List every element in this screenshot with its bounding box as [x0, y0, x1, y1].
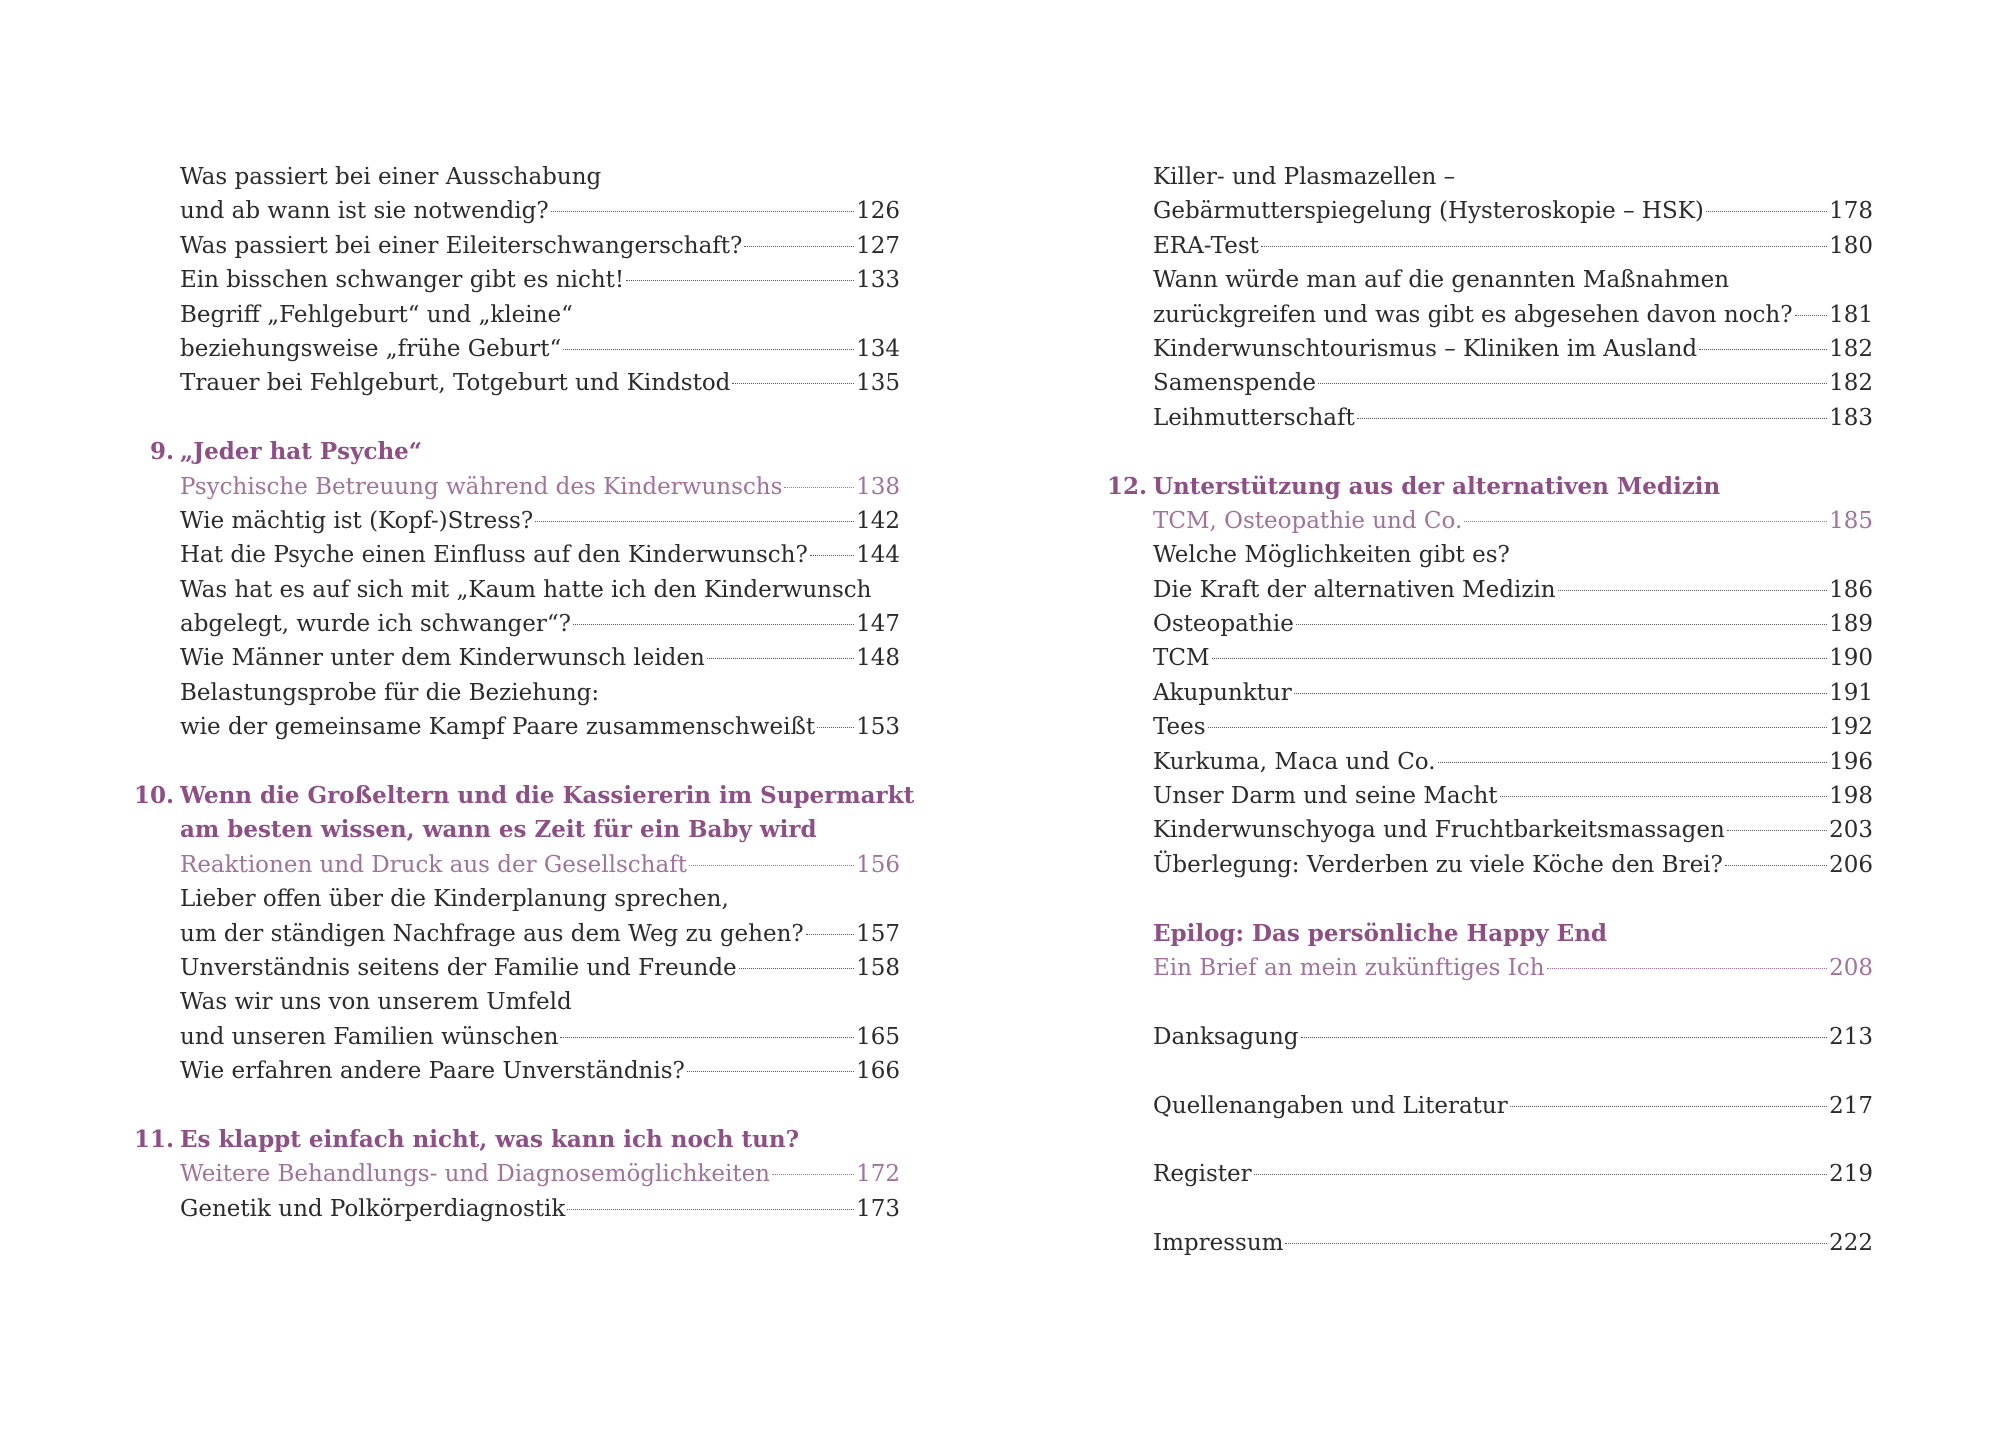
toc-entry — [1113, 710, 1873, 744]
entry-row — [1153, 194, 1873, 228]
chapter-title: am besten wissen, wann es Zeit für ein Baby wird — [180, 816, 817, 844]
toc-entry — [1113, 641, 1873, 675]
dot-leader — [1699, 349, 1827, 350]
entry-title: beziehungsweise „frühe Geburt“ — [180, 335, 562, 362]
page-number: 181 — [1829, 301, 1873, 328]
toc-entry — [1113, 1157, 1873, 1191]
entry-row — [1153, 366, 1873, 400]
page-number: 127 — [856, 232, 900, 259]
entry-row — [1153, 1089, 1873, 1123]
entry-title: Trauer bei Fehlgeburt, Totgeburt und Kindstod — [180, 370, 731, 397]
entry-row — [180, 504, 900, 538]
dot-leader — [817, 727, 854, 728]
page-number: 206 — [1829, 851, 1873, 878]
entry-row — [180, 848, 900, 882]
entry-title: Impressum — [1153, 1230, 1284, 1257]
dot-leader — [1285, 1243, 1827, 1244]
entry-title: Unverständnis seitens der Familie und Freunde — [180, 954, 737, 981]
toc-entry — [140, 1192, 900, 1226]
dot-leader — [1261, 246, 1827, 247]
entry-row — [180, 1020, 900, 1054]
toc-entry-line — [140, 676, 900, 710]
entry-title: Kurkuma, Maca und Co. — [1153, 748, 1436, 775]
toc-entry — [1113, 1226, 1873, 1260]
toc-entry — [140, 194, 900, 228]
dot-leader — [806, 934, 854, 935]
page-number: 166 — [856, 1058, 900, 1085]
toc-entry — [140, 641, 900, 675]
entry-title: Gebärmutterspiegelung (Hysteroskopie – HSK) — [1153, 198, 1704, 225]
toc-chapter-subtitle — [140, 848, 900, 882]
dot-leader — [1706, 211, 1827, 212]
entry-title: Reaktionen und Druck aus der Gesellschaft — [180, 851, 687, 878]
entry-row — [1153, 676, 1873, 710]
toc-entry — [1113, 332, 1873, 366]
dot-leader — [1212, 658, 1828, 659]
entry-title: Killer- und Plasmazellen – — [1153, 164, 1456, 190]
toc-entry — [140, 263, 900, 297]
dot-leader — [567, 1209, 854, 1210]
entry-title: zurückgreifen und was gibt es abgesehen davon noch? — [1153, 301, 1793, 328]
entry-row — [1153, 951, 1873, 985]
chapter-number: 10. — [133, 782, 174, 810]
toc-chapter-subtitle — [140, 1157, 900, 1191]
dot-leader — [573, 624, 854, 625]
dot-leader — [1725, 865, 1827, 866]
toc-spacer — [1113, 1123, 1873, 1157]
dot-leader — [772, 1174, 854, 1175]
entry-row — [1153, 332, 1873, 366]
page-number: 158 — [856, 954, 900, 981]
dot-leader — [687, 1071, 854, 1072]
entry-title: und unseren Familien wünschen — [180, 1023, 559, 1050]
page-number: 157 — [856, 920, 900, 947]
entry-row — [1153, 573, 1873, 607]
entry-row — [180, 263, 900, 297]
toc-spacer — [1113, 1054, 1873, 1088]
entry-title: und ab wann ist sie notwendig? — [180, 198, 549, 225]
page-number: 182 — [1829, 370, 1873, 397]
entry-row — [1153, 745, 1873, 779]
entry-row — [180, 917, 900, 951]
chapter-title: Epilog: Das persönliche Happy End — [1153, 919, 1608, 947]
page-number: 133 — [856, 267, 900, 294]
dot-leader — [1438, 762, 1828, 763]
toc-entry — [1113, 813, 1873, 847]
toc-entry — [1113, 607, 1873, 641]
page-number: 222 — [1829, 1230, 1873, 1257]
entry-title: Unser Darm und seine Macht — [1153, 783, 1498, 810]
page-number: 191 — [1829, 679, 1873, 706]
entry-title: Danksagung — [1153, 1023, 1299, 1050]
page-number: 196 — [1829, 748, 1873, 775]
page-number: 198 — [1829, 783, 1873, 810]
toc-entry — [1113, 366, 1873, 400]
entry-title: TCM — [1153, 645, 1210, 672]
dot-leader — [1294, 693, 1827, 694]
toc-entry — [140, 504, 900, 538]
dot-leader — [1510, 1106, 1827, 1107]
entry-row — [180, 1192, 900, 1226]
toc-spacer — [140, 745, 900, 779]
page-number: 190 — [1829, 645, 1873, 672]
entry-title: Akupunktur — [1153, 679, 1292, 706]
toc-entry — [140, 710, 900, 744]
entry-row — [180, 1054, 900, 1088]
entry-title: Genetik und Polkörperdiagnostik — [180, 1195, 566, 1222]
entry-title: Ein Brief an mein zukünftiges Ich — [1153, 954, 1545, 981]
entry-title: Ein bisschen schwanger gibt es nicht! — [180, 267, 625, 294]
toc-entry — [1113, 676, 1873, 710]
toc-spacer — [140, 401, 900, 435]
page-number: 173 — [856, 1195, 900, 1222]
entry-title: Wie erfahren andere Paare Unverständnis? — [180, 1058, 685, 1085]
entry-title: Was wir uns von unserem Umfeld — [180, 989, 572, 1016]
dot-leader — [744, 246, 854, 247]
toc-entry-line — [140, 985, 900, 1019]
dot-leader — [810, 555, 854, 556]
page-number: 134 — [856, 335, 900, 362]
entry-row — [1153, 607, 1873, 641]
toc-chapter-heading — [140, 813, 900, 847]
entry-row — [1153, 1157, 1873, 1191]
entry-title: Tees — [1153, 714, 1206, 741]
page-number: 208 — [1829, 954, 1873, 981]
toc-spacer — [1113, 1192, 1873, 1226]
entry-row — [180, 607, 900, 641]
dot-leader — [707, 658, 854, 659]
entry-title: Kinderwunschtourismus – Kliniken im Ausland — [1153, 335, 1698, 362]
page-number: 217 — [1829, 1092, 1873, 1119]
page-number: 185 — [1829, 507, 1873, 534]
dot-leader — [1795, 315, 1828, 316]
entry-title: Wann würde man auf die genannten Maßnahmen — [1153, 267, 1730, 294]
entry-title: Die Kraft der alternativen Medizin — [1153, 576, 1556, 603]
toc-entry-line — [140, 882, 900, 916]
entry-title: Welche Möglichkeiten gibt es? — [1153, 542, 1510, 569]
toc-chapter-subtitle — [1113, 504, 1873, 538]
entry-row — [180, 332, 900, 366]
chapter-title: Wenn die Großeltern und die Kassiererin im Supermarkt — [180, 782, 915, 810]
entry-row — [1153, 1226, 1873, 1260]
entry-row — [180, 538, 900, 572]
page-number: 135 — [856, 370, 900, 397]
entry-row — [1153, 298, 1873, 332]
page-number: 144 — [856, 542, 900, 569]
page-number: 148 — [856, 645, 900, 672]
entry-title: Wie Männer unter dem Kinderwunsch leiden — [180, 645, 705, 672]
dot-leader — [1301, 1037, 1828, 1038]
page-number: 219 — [1829, 1161, 1873, 1188]
chapter-title: Unterstützung aus der alternativen Medizin — [1153, 472, 1721, 500]
dot-leader — [535, 521, 854, 522]
dot-leader — [732, 383, 854, 384]
toc-entry-line — [140, 573, 900, 607]
entry-title: Wie mächtig ist (Kopf-)Stress? — [180, 507, 534, 534]
entry-row — [180, 641, 900, 675]
page-number: 178 — [1829, 198, 1873, 225]
entry-title: Überlegung: Verderben zu viele Köche den Brei? — [1153, 851, 1723, 878]
toc-entry — [1113, 401, 1873, 435]
page-number: 172 — [856, 1161, 900, 1188]
page-number: 142 — [856, 507, 900, 534]
page-number: 156 — [856, 851, 900, 878]
chapter-number: 12. — [1106, 472, 1147, 500]
entry-title: Osteopathie — [1153, 611, 1294, 638]
entry-title: Was hat es auf sich mit „Kaum hatte ich den Kinderwunsch — [180, 576, 872, 603]
dot-leader — [689, 865, 854, 866]
toc-chapter-heading — [1113, 917, 1873, 951]
entry-row — [1153, 779, 1873, 813]
page-number: 165 — [856, 1023, 900, 1050]
dot-leader — [784, 487, 854, 488]
entry-title: Lieber offen über die Kinderplanung sprechen, — [180, 886, 729, 913]
toc-entry — [1113, 194, 1873, 228]
toc-spacer — [140, 1089, 900, 1123]
entry-title: abgelegt, wurde ich schwanger“? — [180, 611, 571, 638]
dot-leader — [1318, 383, 1827, 384]
page-number: 213 — [1829, 1023, 1873, 1050]
toc-right-column — [1106, 160, 1873, 1261]
dot-leader — [1727, 830, 1827, 831]
dot-leader — [739, 968, 854, 969]
entry-row — [1153, 401, 1873, 435]
entry-title: um der ständigen Nachfrage aus dem Weg zu gehen? — [180, 920, 804, 947]
entry-title: Begriff „Fehlgeburt“ und „kleine“ — [180, 301, 573, 328]
dot-leader — [1296, 624, 1827, 625]
entry-title: Quellenangaben und Literatur — [1153, 1092, 1508, 1119]
toc-entry-line — [1113, 263, 1873, 297]
page-number: 147 — [856, 611, 900, 638]
entry-title: Psychische Betreuung während des Kinderwunschs — [180, 473, 783, 500]
toc-entry — [140, 229, 900, 263]
entry-row — [180, 470, 900, 504]
page-number: 192 — [1829, 714, 1873, 741]
entry-row — [1153, 1020, 1873, 1054]
dot-leader — [560, 1037, 854, 1038]
entry-row — [180, 951, 900, 985]
page-number: 126 — [856, 198, 900, 225]
toc-chapter-heading — [133, 1123, 900, 1157]
page-number: 153 — [856, 714, 900, 741]
entry-row — [1153, 641, 1873, 675]
toc-chapter-heading — [140, 435, 900, 469]
entry-title: Hat die Psyche einen Einfluss auf den Kinderwunsch? — [180, 542, 808, 569]
toc-entry — [1113, 229, 1873, 263]
entry-title: Belastungsprobe für die Beziehung: — [180, 679, 600, 706]
toc-entry — [1113, 848, 1873, 882]
toc-entry — [1113, 573, 1873, 607]
entry-title: ERA-Test — [1153, 232, 1259, 259]
dot-leader — [626, 280, 854, 281]
dot-leader — [1464, 521, 1827, 522]
entry-row — [180, 194, 900, 228]
toc-spacer — [1113, 435, 1873, 469]
toc-entry — [140, 538, 900, 572]
entry-row — [180, 1157, 900, 1191]
toc-entry — [140, 951, 900, 985]
toc-entry-line — [140, 160, 900, 194]
chapter-number: 9. — [149, 438, 174, 466]
toc-entry-line — [140, 298, 900, 332]
dot-leader — [563, 349, 854, 350]
entry-title: Register — [1153, 1161, 1252, 1188]
page-number: 138 — [856, 473, 900, 500]
page-number: 182 — [1829, 335, 1873, 362]
toc-entry — [1113, 1020, 1873, 1054]
toc-entry — [140, 1020, 900, 1054]
entry-row — [1153, 848, 1873, 882]
page-number: 203 — [1829, 817, 1873, 844]
dot-leader — [1208, 727, 1828, 728]
toc-spacer — [1113, 882, 1873, 916]
toc-entry — [140, 366, 900, 400]
entry-row — [1153, 504, 1873, 538]
toc-entry-line — [1113, 160, 1873, 194]
entry-title: TCM, Osteopathie und Co. — [1153, 507, 1463, 534]
dot-leader — [551, 211, 854, 212]
entry-title: wie der gemeinsame Kampf Paare zusammenschweißt — [180, 714, 816, 741]
toc-entry-line — [1113, 538, 1873, 572]
dot-leader — [1558, 590, 1827, 591]
dot-leader — [1254, 1174, 1827, 1175]
page-number: 186 — [1829, 576, 1873, 603]
entry-row — [1153, 813, 1873, 847]
entry-row — [1153, 229, 1873, 263]
entry-title: Samenspende — [1153, 370, 1316, 397]
entry-title: Kinderwunschyoga und Fruchtbarkeitsmassagen — [1153, 817, 1725, 844]
toc-entry — [140, 917, 900, 951]
chapter-title: „Jeder hat Psyche“ — [180, 438, 423, 466]
entry-row — [180, 229, 900, 263]
entry-title: Leihmutterschaft — [1153, 404, 1355, 431]
toc-entry — [1113, 745, 1873, 779]
entry-title: Weitere Behandlungs- und Diagnosemöglichkeiten — [180, 1161, 770, 1188]
toc-entry — [1113, 779, 1873, 813]
page-number: 189 — [1829, 611, 1873, 638]
entry-title: Was passiert bei einer Ausschabung — [180, 164, 602, 190]
page-number: 183 — [1829, 404, 1873, 431]
dot-leader — [1547, 968, 1828, 969]
dot-leader — [1357, 418, 1827, 419]
toc-spacer — [1113, 985, 1873, 1019]
dot-leader — [1500, 796, 1828, 797]
toc-entry — [140, 1054, 900, 1088]
entry-row — [180, 710, 900, 744]
entry-title: Was passiert bei einer Eileiterschwangerschaft? — [180, 232, 743, 259]
toc-entry — [140, 332, 900, 366]
chapter-title: Es klappt einfach nicht, was kann ich noch tun? — [180, 1125, 800, 1153]
entry-row — [1153, 710, 1873, 744]
page-number: 180 — [1829, 232, 1873, 259]
toc-chapter-subtitle — [140, 470, 900, 504]
toc-entry — [140, 607, 900, 641]
chapter-number: 11. — [133, 1125, 174, 1153]
entry-row — [180, 366, 900, 400]
toc-chapter-heading — [133, 779, 915, 813]
toc-left-column — [133, 160, 915, 1226]
toc-entry — [1113, 298, 1873, 332]
toc-chapter-heading — [1106, 470, 1873, 504]
toc-entry — [1113, 1089, 1873, 1123]
toc-chapter-subtitle — [1113, 951, 1873, 985]
